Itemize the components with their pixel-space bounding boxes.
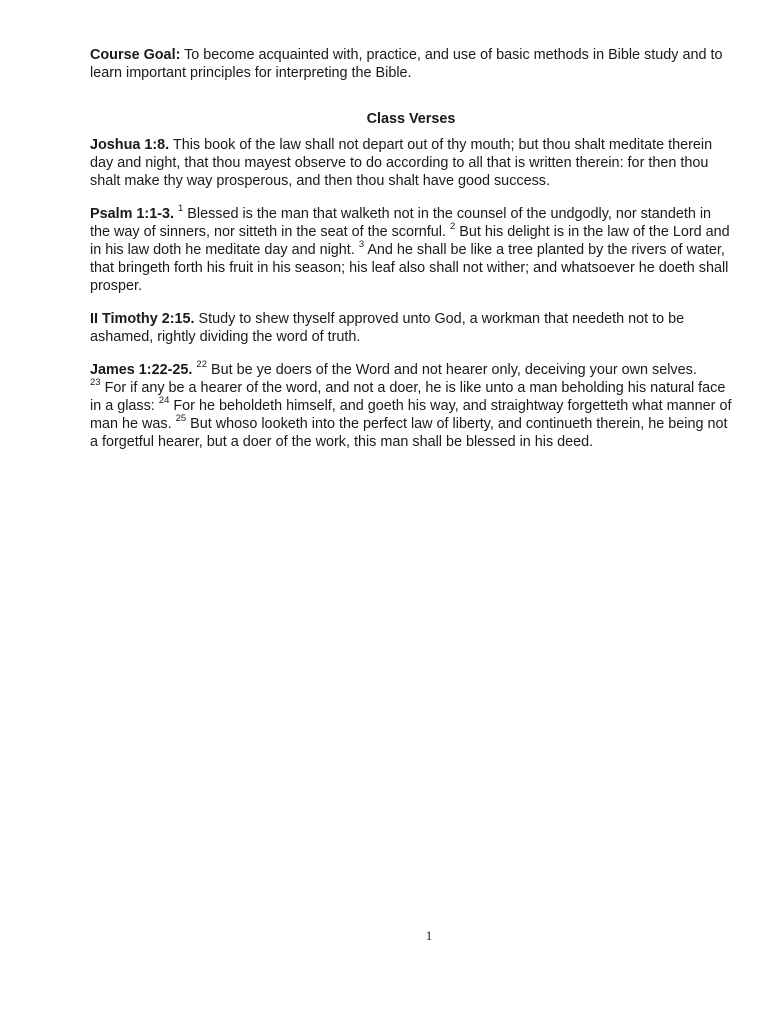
verse-text: But be ye doers of the Word and not hearer only, deceiving your own selves. (207, 362, 697, 378)
verse-text: This book of the law shall not depart out of thy mouth; but thou shalt meditate therein day and night, that thou mayest observe to do according to all that is written therein: for then thou shalt make thy way prosperous, and then thou shalt have good success. (90, 137, 713, 189)
section-heading: Class Verses (366, 111, 456, 127)
verse-text: And he shall be like a tree planted by the rivers of water, that bringeth forth his fruit in his season; his leaf also shall not wither; and whatsoever he doeth shall prosper. (90, 242, 729, 294)
verse-reference: Joshua 1:8. (90, 137, 170, 153)
verse-reference: James 1:22-25. (90, 362, 193, 378)
course-goal-text: To become acquainted with, practice, and use of basic methods in Bible study and to learn important principles for interpreting the Bible. (90, 47, 723, 81)
verse-timothy (90, 310, 732, 346)
verse-james (90, 361, 732, 451)
verse-number: 3 (358, 239, 365, 251)
verse-number: 22 (196, 359, 207, 371)
verse-number: 23 (90, 377, 101, 389)
verse-number: 25 (175, 413, 187, 425)
verse-number: 1 (178, 203, 184, 215)
verse-text: But whoso looketh into the perfect law of liberty, and continueth therein, he being not a forgetful hearer, but a doer of the work, this man shall be blessed in his deed. (90, 416, 728, 450)
verse-joshua (90, 136, 732, 190)
verse-reference: Psalm 1:1-3. (90, 206, 174, 222)
page-number: 1 (425, 928, 433, 943)
document-page (90, 46, 732, 466)
verse-text: But his delight is in the law of the Lord and in his law doth he meditate day and night. (90, 224, 730, 258)
verse-number: 24 (158, 395, 170, 407)
course-goal-label: Course Goal: (90, 47, 181, 63)
verse-text: Blessed is the man that walketh not in the counsel of the undgodly, nor standeth in the way of sinners, nor sitteth in the seat of the scornful. (90, 206, 712, 240)
verse-reference: II Timothy 2:15. (90, 311, 195, 327)
verse-psalm (90, 205, 732, 295)
verse-text: For if any be a hearer of the word, and not a doer, he is like unto a man beholding his natural face in a glass: (90, 380, 726, 414)
verse-text: For he beholdeth himself, and goeth his way, and straightway forgetteth what manner of man he was. (90, 398, 732, 432)
course-goal (90, 46, 732, 82)
verse-number: 2 (449, 221, 456, 233)
verse-text: Study to shew thyself approved unto God, a workman that needeth not to be ashamed, rightly dividing the word of truth. (90, 311, 685, 345)
